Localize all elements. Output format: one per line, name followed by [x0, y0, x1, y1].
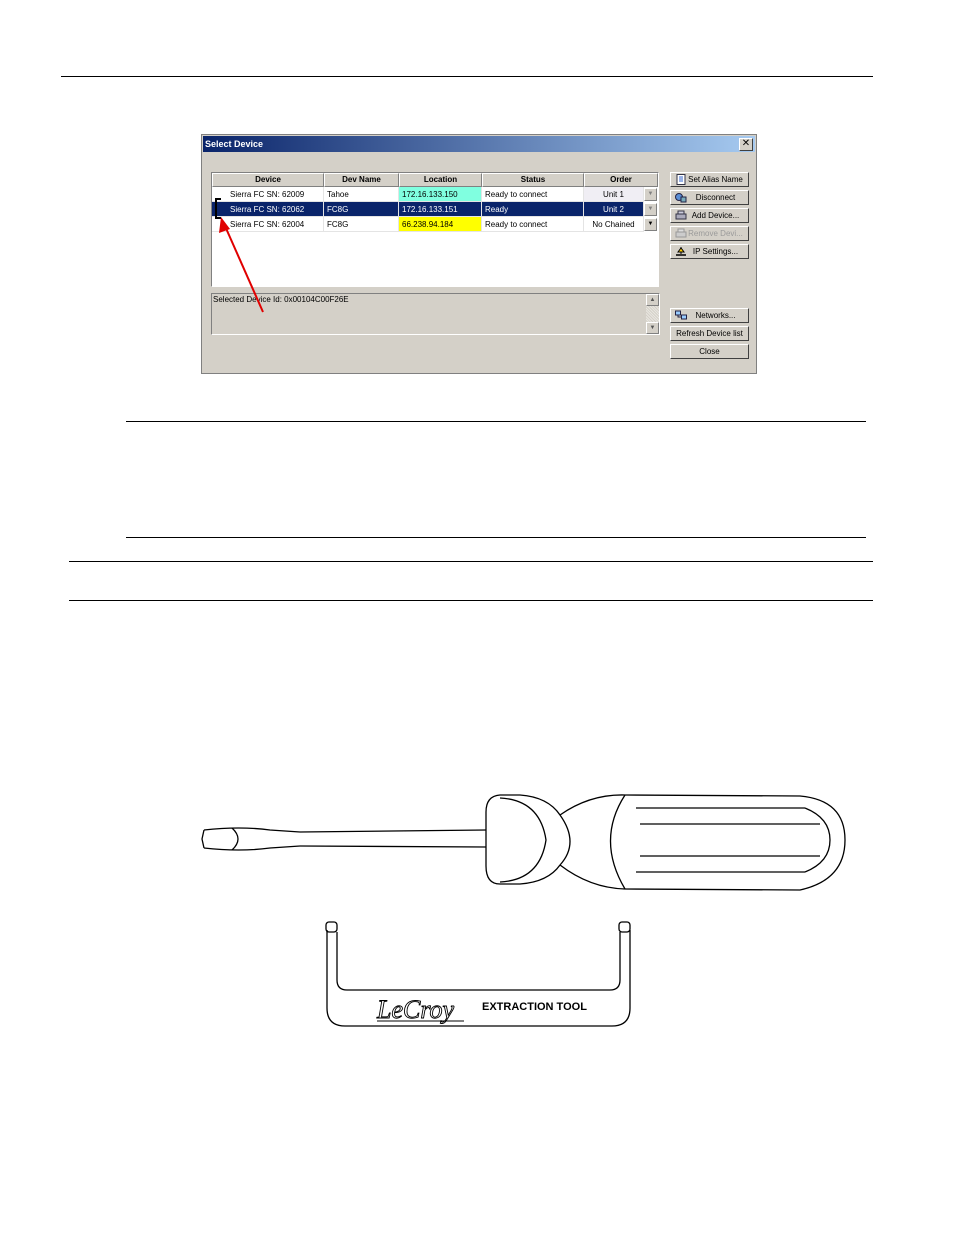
remove-device-label: Remove Devi... [688, 229, 743, 238]
dev-name-cell: FC8G [324, 202, 399, 217]
column-header-device[interactable]: Device [212, 173, 324, 187]
order-dropdown-icon[interactable]: ▼ [644, 203, 657, 216]
close-label: Close [699, 347, 720, 356]
order-cell[interactable]: Unit 2 [584, 202, 644, 217]
order-cell[interactable]: Unit 1 [584, 187, 644, 202]
device-cell: Sierra FC SN: 62004 [212, 217, 324, 232]
selected-device-id: Selected Device Id: 0x00104C00F26E [213, 295, 349, 304]
column-header-order[interactable]: Order [584, 173, 658, 187]
extraction-tool-label: EXTRACTION TOOL [482, 1001, 587, 1013]
device-cell: Sierra FC SN: 62062 [212, 202, 324, 217]
scroll-up-icon[interactable]: ▲ [646, 294, 659, 306]
location-cell: 66.238.94.184 [399, 217, 482, 232]
status-cell: Ready [482, 202, 584, 217]
column-header-location[interactable]: Location [399, 173, 482, 187]
lecroy-logo: LeCroy [377, 995, 455, 1024]
status-cell: Ready to connect [482, 187, 584, 202]
close-icon[interactable]: ✕ [739, 138, 753, 151]
dev-name-cell: FC8G [324, 217, 399, 232]
scroll-down-icon[interactable]: ▼ [646, 322, 659, 334]
dev-name-cell: Tahoe [324, 187, 399, 202]
order-cell[interactable]: No Chained [584, 217, 644, 232]
disconnect-label: Disconnect [695, 193, 736, 202]
refresh-device-list-label: Refresh Device list [676, 329, 743, 338]
order-dropdown-icon[interactable]: ▼ [644, 188, 657, 201]
order-dropdown-icon[interactable]: ▼ [644, 218, 657, 231]
column-header-dev-name[interactable]: Dev Name [324, 173, 399, 187]
set-alias-name-label: Set Alias Name [688, 175, 743, 184]
ip-settings-label: IP Settings... [692, 247, 739, 256]
column-header-status[interactable]: Status [482, 173, 584, 187]
networks-label: Networks... [695, 311, 736, 320]
device-cell: Sierra FC SN: 62009 [212, 187, 324, 202]
add-device-label: Add Device... [691, 211, 740, 220]
location-cell: 172.16.133.151 [399, 202, 482, 217]
location-cell: 172.16.133.150 [399, 187, 482, 202]
dialog-title: Select Device [205, 139, 264, 149]
status-cell: Ready to connect [482, 217, 584, 232]
